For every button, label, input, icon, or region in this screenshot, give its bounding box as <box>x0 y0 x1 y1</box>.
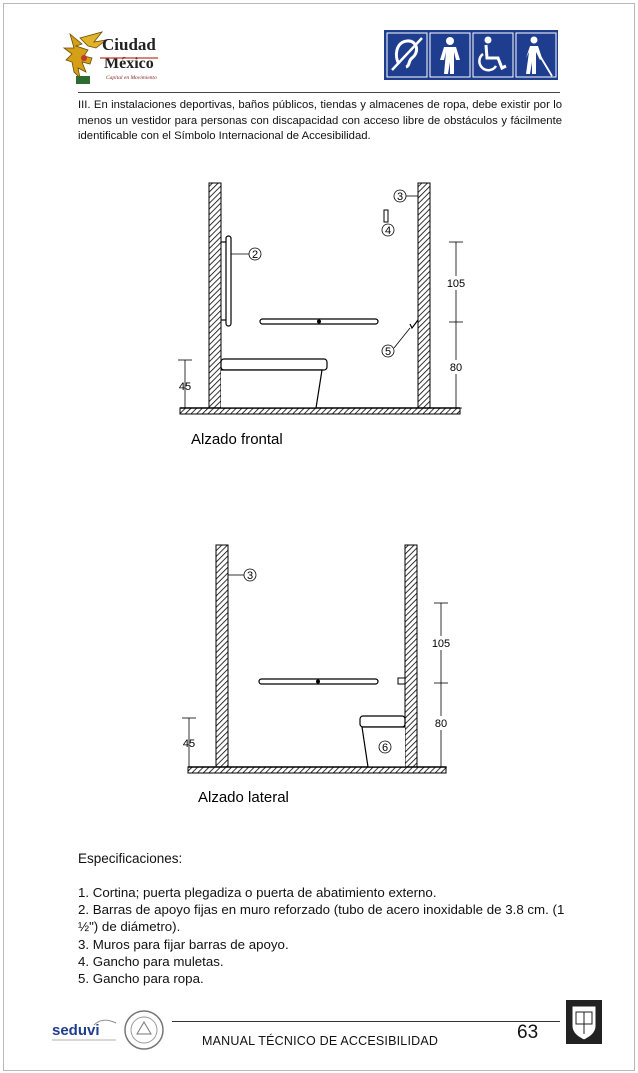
hearing-icon <box>387 33 427 77</box>
angel-statue-icon <box>64 32 106 84</box>
dimension-80: 80 <box>449 362 463 374</box>
dimension-45: 45 <box>182 738 196 750</box>
svg-text:6: 6 <box>381 742 389 754</box>
floor <box>188 767 446 773</box>
horizontal-grab-bar <box>259 679 378 684</box>
figure-alzado-frontal <box>0 180 638 450</box>
dimension-left <box>178 360 192 408</box>
dimension-105: 105 <box>446 278 466 290</box>
dimension-right <box>429 603 453 767</box>
logo-word-ciudad: Ciudad <box>102 35 156 54</box>
dimension-105: 105 <box>431 638 451 650</box>
intro-paragraph: III. En instalaciones deportivas, baños públicos, tiendas y almacenes de ropa, debe existir por lo menos un vestidor para personas con discapacidad con acceso libre de obstáculos y fácilmente identificable con el Símbolo Internacional de Accesibilidad. <box>78 99 562 142</box>
seduvi-logo <box>50 1015 120 1045</box>
dimension-80: 80 <box>434 718 448 730</box>
figure-caption: Alzado lateral <box>198 789 289 806</box>
svg-text:5: 5 <box>384 346 392 358</box>
callout-3 <box>228 569 256 582</box>
clothes-hook-icon <box>398 678 405 684</box>
list-item: 1. Cortina; puerta plegadiza o puerta de abatimiento externo. <box>78 885 437 900</box>
svg-text:2: 2 <box>251 249 259 261</box>
left-wall <box>216 545 228 767</box>
header-rule <box>78 92 560 93</box>
svg-text:seduvi: seduvi <box>52 1022 100 1039</box>
list-item: 3. Muros para fijar barras de apoyo. <box>78 936 289 952</box>
footer-rule <box>172 1021 560 1022</box>
clothes-hook-icon <box>410 320 418 328</box>
right-wall <box>405 545 417 767</box>
accessibility-icons <box>384 30 558 80</box>
right-wall <box>418 183 430 408</box>
logo-word-mexico: México <box>104 55 154 72</box>
dimension-45: 45 <box>178 381 192 393</box>
floor <box>180 408 460 414</box>
wheelchair-icon <box>473 33 513 77</box>
dimension-right <box>444 242 468 408</box>
svg-text:3: 3 <box>246 570 254 582</box>
list-item: 2. Barras de apoyo fijas en muro reforzado (tubo de acero inoxidable de 3.8 cm. (1 ½") de diámetro). <box>78 902 565 935</box>
list-item: 5. Gancho para ropa. <box>78 971 204 987</box>
callout-4 <box>382 224 394 237</box>
city-seal-icon <box>122 1008 166 1052</box>
left-wall <box>209 183 221 408</box>
coat-of-arms-icon <box>566 1000 602 1044</box>
blind-cane-icon <box>516 33 556 77</box>
footer-manual-title: MANUAL TÉCNICO DE ACCESIBILIDAD <box>202 1034 439 1048</box>
logo-tagline: Capital en Movimiento <box>106 75 157 81</box>
vertical-grab-bar <box>221 236 231 326</box>
specs-list <box>78 884 568 987</box>
svg-text:3: 3 <box>396 191 404 203</box>
crutch-hook-icon <box>384 210 388 222</box>
specs-title: Especificaciones: <box>78 851 183 866</box>
bench <box>221 359 327 408</box>
horizontal-grab-bar <box>260 319 378 324</box>
callout-5 <box>382 328 410 358</box>
ciudad-mexico-logo <box>62 28 192 88</box>
figure-alzado-lateral <box>0 540 638 810</box>
figure-caption: Alzado frontal <box>191 431 283 448</box>
callout-2 <box>231 248 261 261</box>
page-number: 63 <box>517 1022 539 1043</box>
pedestrian-icon <box>430 33 470 77</box>
list-item: 4. Gancho para muletas. <box>78 953 224 969</box>
dimension-left <box>182 718 196 767</box>
callout-3 <box>394 190 418 203</box>
svg-text:4: 4 <box>384 225 392 237</box>
